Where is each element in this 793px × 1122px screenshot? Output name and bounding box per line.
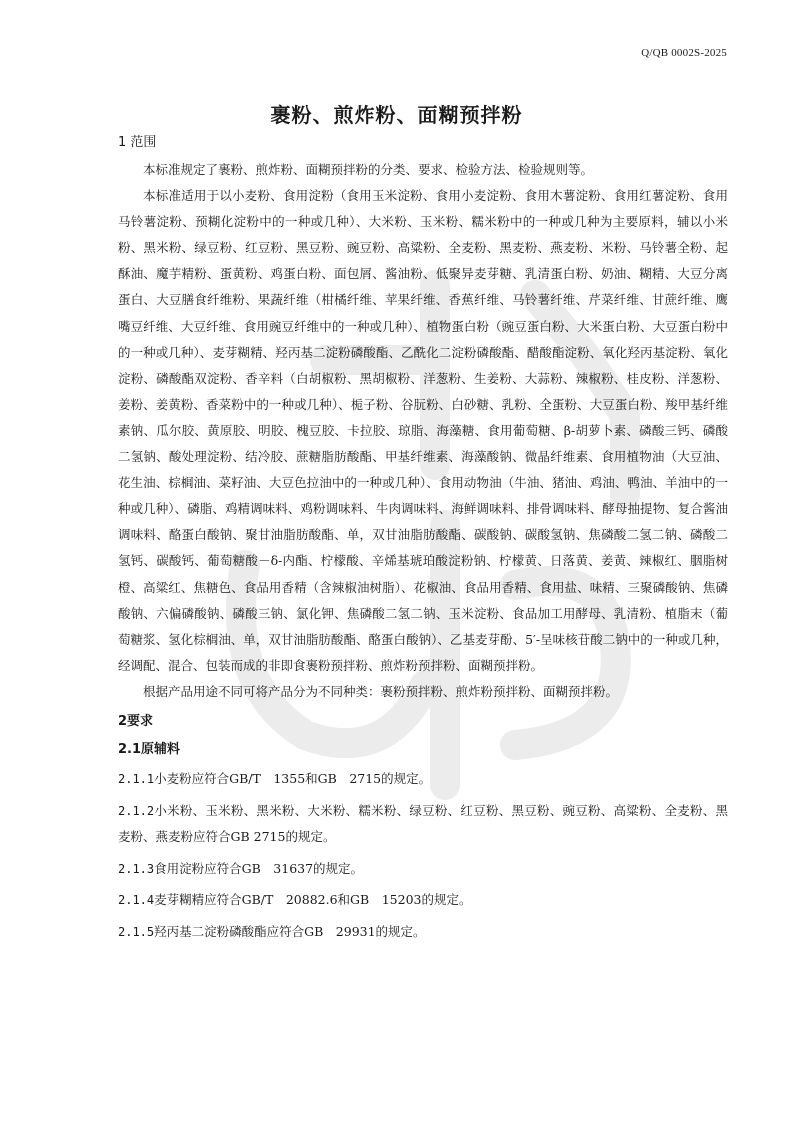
- clause-text: 羟丙基二淀粉磷酸酯应符合GB 29931的规定。: [154, 923, 426, 939]
- clause-number: 2.1.2: [118, 804, 155, 819]
- document-title: 裹粉、煎炸粉、面糊预拌粉: [270, 103, 523, 127]
- clause-text: 麦芽糊精应符合GB/T 20882.6和GB 15203的规定。: [154, 892, 472, 908]
- document-body: [118, 132, 728, 945]
- clause-number: 2.1.3: [118, 861, 155, 876]
- standard-code: Q/QB 0002S-2025: [641, 47, 727, 59]
- clause-text: 小麦粉应符合GB/T 1355和GB 2715的规定。: [154, 771, 432, 787]
- clause-number: 2.1.1: [118, 772, 155, 787]
- section-heading-scope: 1 范围: [118, 135, 157, 150]
- clause-2-1-1: [118, 766, 728, 792]
- scope-paragraph-3: 根据产品用途不同可将产品分为不同种类：裹粉预拌粉、煎炸粉预拌粉、面糊预拌粉。: [143, 683, 619, 699]
- scope-paragraph-2: 本标准适用于以小麦粉、食用淀粉（食用玉米淀粉、食用小麦淀粉、食用木薯淀粉、食用红薯淀粉、食用马铃薯淀粉、预糊化淀粉中的一种或几种）、大米粉、玉米粉、糯米粉中的一种或几种为主要原料，辅以小米粉、黑米粉、绿豆粉、红豆粉、黑豆粉、豌豆粉、高粱粉、全麦粉、黑麦粉、燕麦粉、米粉、马铃薯全粉、起酥油、魔芋精粉、蛋黄粉、鸡蛋白粉、面包屑、酱油粉、低聚异麦芽糖、乳清蛋白粉、奶油、糊精、大豆分离蛋白、大豆膳食纤维粉、果蔬纤维（柑橘纤维、苹果纤维、香蕉纤维、马铃薯纤维、芹菜纤维、甘蔗纤维、鹰嘴豆纤维、大豆纤维、食用豌豆纤维中的一种或几种）、植物蛋白粉（豌豆蛋白粉、大米蛋白粉、大豆蛋白粉中的一种或几种）、麦芽糊精、羟丙基二淀粉磷酸酯、乙酰化二淀粉磷酸酯、醋酸酯淀粉、氧化羟丙基淀粉、氧化淀粉、磷酸酯双淀粉、香辛料（白胡椒粉、黑胡椒粉、洋葱粉、生姜粉、大蒜粉、辣椒粉、桂皮粉、洋葱粉、姜粉、姜黄粉、香菜粉中的一种或几种）、栀子粉、谷朊粉、白砂糖、乳粉、全蛋粉、大豆蛋白粉、羧甲基纤维素钠、瓜尔胶、黄原胶、明胶、槐豆胶、卡拉胶、琼脂、海藻糖、食用葡萄糖、β-胡萝卜素、磷酸三钙、磷酸二氢钠、酸处理淀粉、结冷胶、蔗糖脂肪酸酯、甲基纤维素、海藻酸钠、微晶纤维素、食用植物油（大豆油、花生油、棕榈油、菜籽油、大豆色拉油中的一种或几种）、食用动物油（牛油、猪油、鸡油、鸭油、羊油中的一种或几种）、磷脂、鸡精调味料、鸡粉调味料、牛肉调味料、海鲜调味料、排骨调味料、酵母抽提物、复合酱油调味料、酪蛋白酸钠、聚甘油脂肪酸酯、单，双甘油脂肪酸酯、碳酸钠、碳酸氢钠、焦磷酸二氢二钠、磷酸二氢钙、碳酸钙、葡萄糖酸－δ-内酯、柠檬酸、辛烯基琥珀酸淀粉钠、柠檬黄、日落黄、姜黄、辣椒红、胭脂树橙、高粱红、焦糖色、食品用香精（含辣椒油树脂）、花椒油、食品用香精、食用盐、味精、三聚磷酸钠、焦磷酸钠、六偏磷酸钠、磷酸三钠、氯化钾、焦磷酸二氢二钠、玉米淀粉、食品加工用酵母、乳清粉、植脂末（葡萄糖浆、氢化棕榈油、单，双甘油脂肪酸酯、酪蛋白酸钠）、乙基麦芽酚、5′-呈味核苷酸二钠中的一种或几种，经调配、混合、包装而成的非即食裹粉预拌粉、煎炸粉预拌粉、面糊预拌粉。: [118, 188, 728, 673]
- clause-text: 小米粉、玉米粉、黑米粉、大米粉、糯米粉、绿豆粉、红豆粉、黑豆粉、豌豆粉、高粱粉、全麦粉、黑麦粉、燕麦粉应符合GB 2715的规定。: [118, 803, 728, 845]
- clause-text: 食用淀粉应符合GB 31637的规定。: [154, 860, 364, 876]
- section-heading-requirements: 2要求: [118, 713, 154, 729]
- clause-2-1-5: [118, 919, 728, 945]
- scope-paragraph-1: 本标准规定了裹粉、煎炸粉、面糊预拌粉的分类、要求、检验方法、检验规则等。: [143, 162, 594, 177]
- clause-2-1-3: [118, 856, 728, 882]
- clause-2-1-4: [118, 887, 728, 913]
- subsection-heading-materials: 2.1原辅料: [118, 741, 181, 757]
- clause-2-1-2: [118, 798, 728, 850]
- clause-number: 2.1.5: [118, 924, 155, 939]
- clause-number: 2.1.4: [118, 893, 155, 908]
